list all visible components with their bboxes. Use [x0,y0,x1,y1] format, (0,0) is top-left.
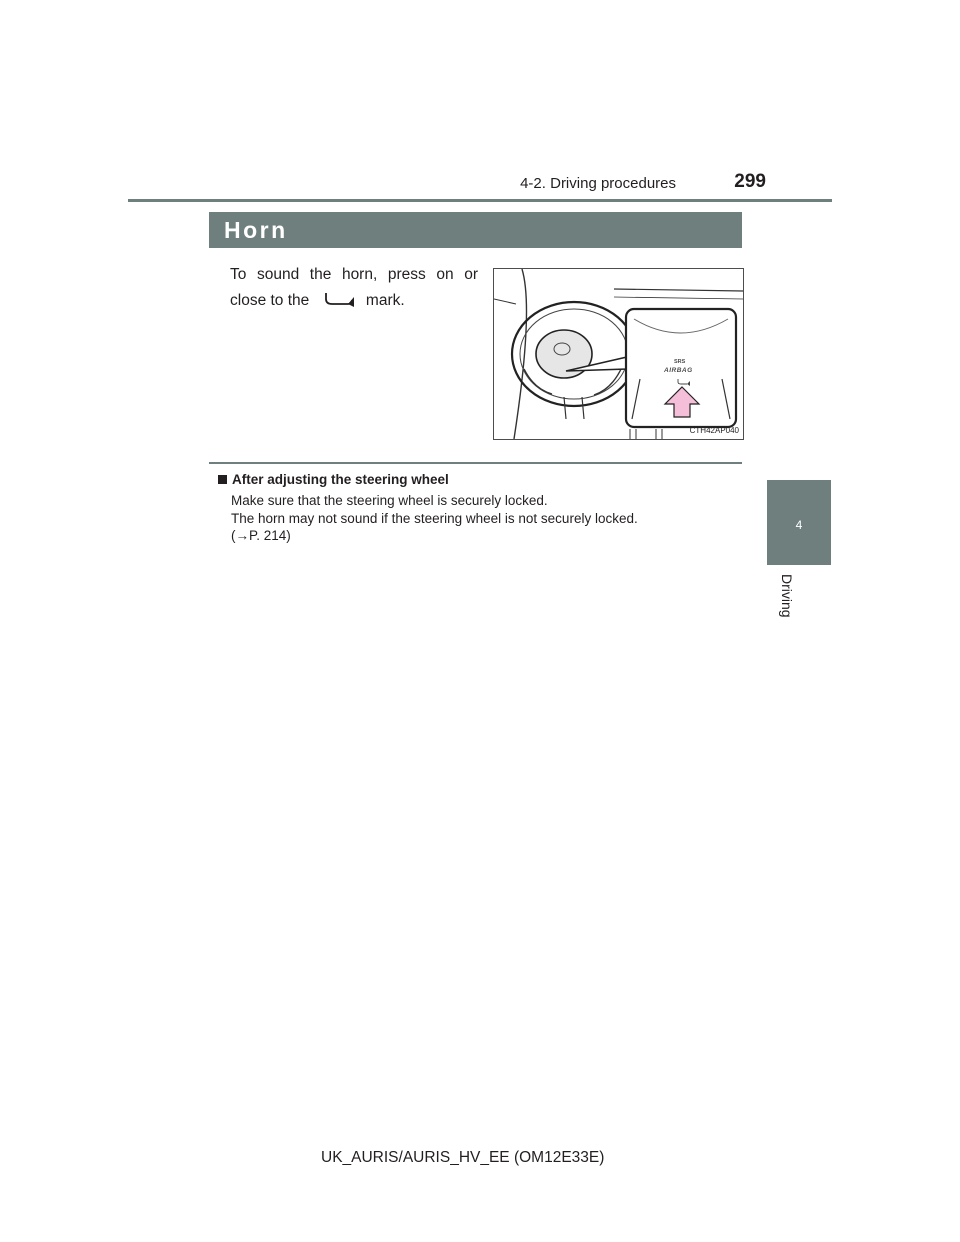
note-divider [209,462,742,464]
intro-line-2-end: mark. [365,292,405,309]
note-page-reference[interactable]: (→P. 214) [231,528,291,543]
intro-paragraph [230,262,478,314]
bullet-square-icon [218,475,227,484]
section-title: Horn [224,217,288,243]
chapter-number: 4 [795,518,803,532]
footer-model-code: UK_AURIS/AURIS_HV_EE (OM12E33E) [321,1149,605,1166]
note-heading-text: After adjusting the steering wheel [232,472,449,487]
header-divider [128,199,832,202]
intro-line-1: To sound the horn, press on or [230,266,478,283]
note-line: The horn may not sound if the steering wheel is not securely locked. [231,510,638,526]
page-number: 299 [734,171,766,192]
note-line: Make sure that the steering wheel is securely locked. [231,493,548,508]
srs-label: SRS [674,359,686,365]
airbag-label: AIRBAG [664,367,693,374]
note-heading [218,472,449,487]
section-label: 4-2. Driving procedures [520,175,676,192]
figure-code: CTH42AP040 [689,426,739,435]
horn-icon [322,291,356,309]
chapter-name: Driving [779,574,795,618]
note-body [231,492,751,545]
steering-wheel-illustration [493,268,744,440]
intro-line-2-start: close to the [230,292,310,309]
section-title-bar [209,212,742,248]
